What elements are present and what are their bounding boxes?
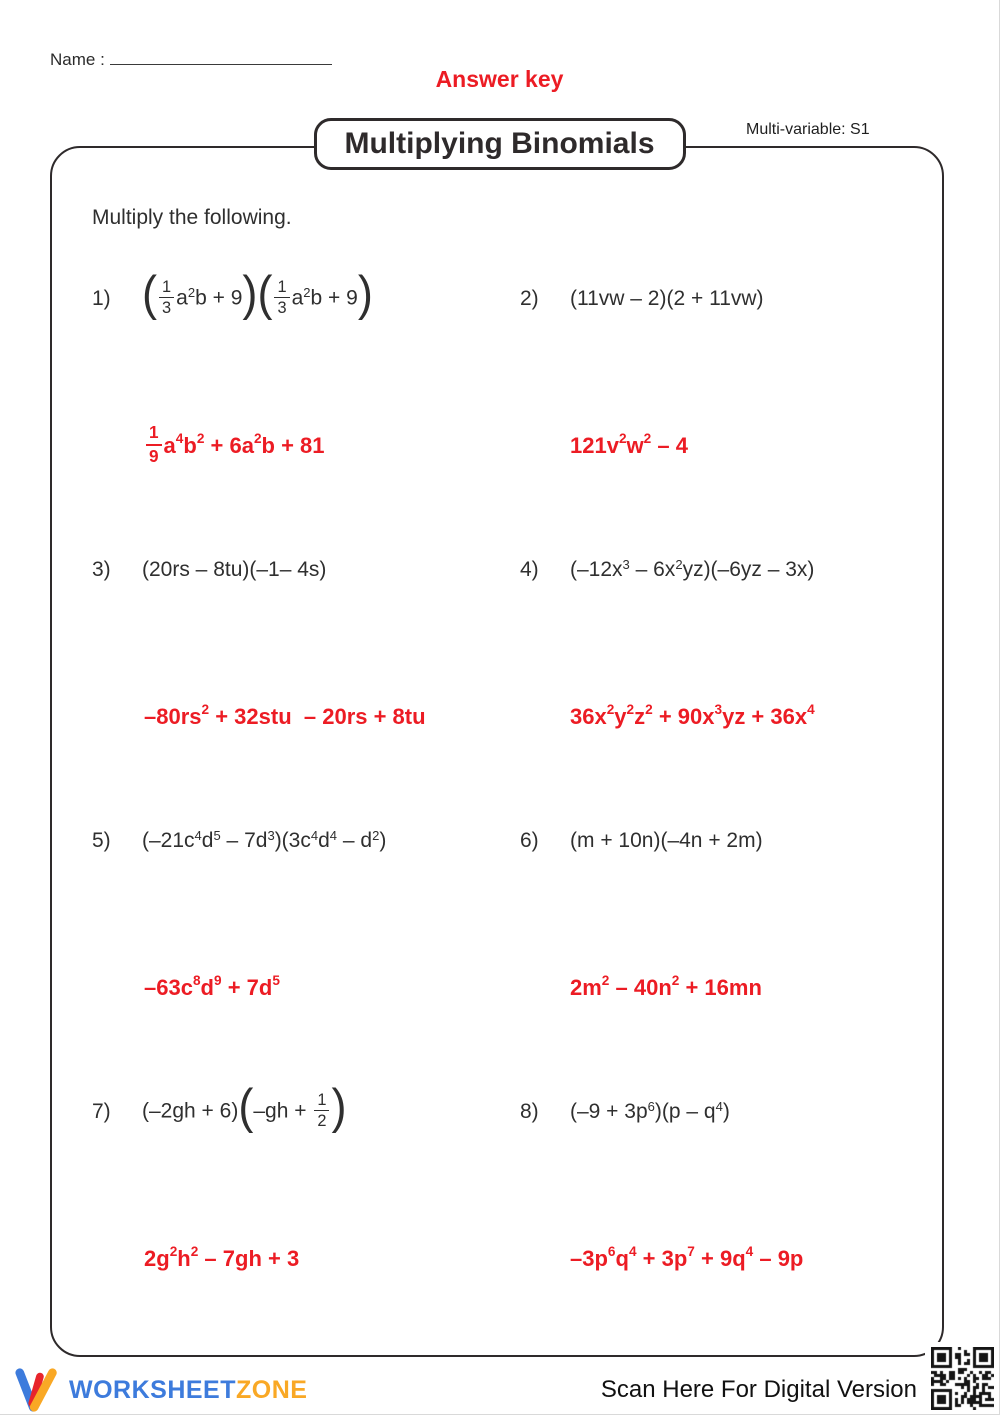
problem-number: 7): [92, 1100, 111, 1123]
name-label: Name :: [50, 50, 105, 69]
problem-number: 4): [520, 558, 539, 581]
problem-6: [500, 812, 941, 1083]
problem-8: [500, 1083, 941, 1354]
worksheet-frame: [50, 146, 944, 1357]
problem-question: (11vw – 2)(2 + 11vw): [570, 287, 764, 310]
problem-number: 3): [92, 558, 111, 581]
scan-here-text: Scan Here For Digital Version: [600, 1376, 917, 1403]
problem-answer: –80rs $^2$ + 32stu – 20rs + 8tu: [144, 701, 426, 729]
name-line: [110, 46, 332, 65]
problem-question: (20rs – 8tu)(–1– 4s): [142, 558, 327, 581]
problem-question: $(-21c^4d^5 - 7d^3)(3c^4d^4 - d^2)$: [142, 827, 387, 852]
problem-7: [52, 1078, 500, 1354]
problem-answer: 121v $^2$ w $^2$ – 4: [570, 430, 688, 458]
problem-number: 2): [520, 287, 539, 310]
brand-zone: ZONE: [236, 1375, 308, 1404]
problem-number: 8): [520, 1100, 539, 1123]
question-line: [500, 1083, 941, 1141]
problem-answer: –3p $^6$ q $^4$ + 3p $^7$ + 9q $^4$ – 9p: [570, 1243, 804, 1271]
problem-answer: $\frac{1}{9}$ a $^4$ b $^2$ + 6a $^2$ b + 81: [144, 420, 325, 472]
question-line: [500, 541, 941, 599]
problem-question: (–2gh + 6)(–gh + $\frac{1}{2}$ ): [142, 1078, 347, 1135]
question-line: [52, 812, 500, 870]
problem-question: $(-12x^3 - 6x^2yz)(-6yz - 3x)$: [570, 556, 815, 581]
problem-answer: 36x $^2$ y $^2$ z $^2$ + 90x $^3$ yz + 36x $^4$: [570, 701, 815, 729]
qr-code: [925, 1342, 999, 1415]
instruction-text: Multiply the following.: [92, 206, 292, 229]
page-title: Multiplying Binomials: [313, 118, 685, 170]
problem-number: 5): [92, 829, 111, 852]
problem-question: (m + 10n)(–4n + 2m): [570, 829, 763, 852]
problem-4: [500, 541, 941, 812]
worksheetzone-logo: [14, 1367, 307, 1413]
problem-3: [52, 541, 500, 812]
brand-worksheet: WORKSHEET: [69, 1375, 236, 1404]
problem-5: [52, 812, 500, 1083]
problem-2: [500, 270, 941, 541]
problems-grid: [52, 265, 942, 1354]
problem-answer: 2m $^2$ – 40n $^2$ + 16mn: [570, 972, 762, 1000]
problem-number: 1): [92, 287, 111, 310]
problem-answer: –63c $^8$ d $^9$ + 7d $^5$: [144, 972, 280, 1000]
question-line: [500, 270, 941, 328]
variant-label: Multi-variable: S1: [746, 121, 870, 138]
question-line: [52, 1078, 500, 1141]
problem-question: $(-9 + 3p^6)(p - q^4)$: [570, 1098, 730, 1123]
problem-answer: 2g $^2$ h $^2$ – 7gh + 3: [144, 1243, 300, 1271]
answer-key-heading: Answer key: [435, 66, 564, 92]
problem-question: ( $\frac{1}{3}$ $a^2b + 9$)( $\frac{1}{3}$ $a^2b + 9$): [142, 265, 373, 322]
qr-code-image: [931, 1347, 994, 1410]
question-line: [52, 541, 500, 599]
problem-1: [52, 265, 500, 541]
worksheetzone-logo-icon: [14, 1367, 62, 1413]
problem-number: 6): [520, 829, 539, 852]
brand-text: [69, 1376, 307, 1405]
question-line: [500, 812, 941, 870]
question-line: [52, 265, 500, 328]
